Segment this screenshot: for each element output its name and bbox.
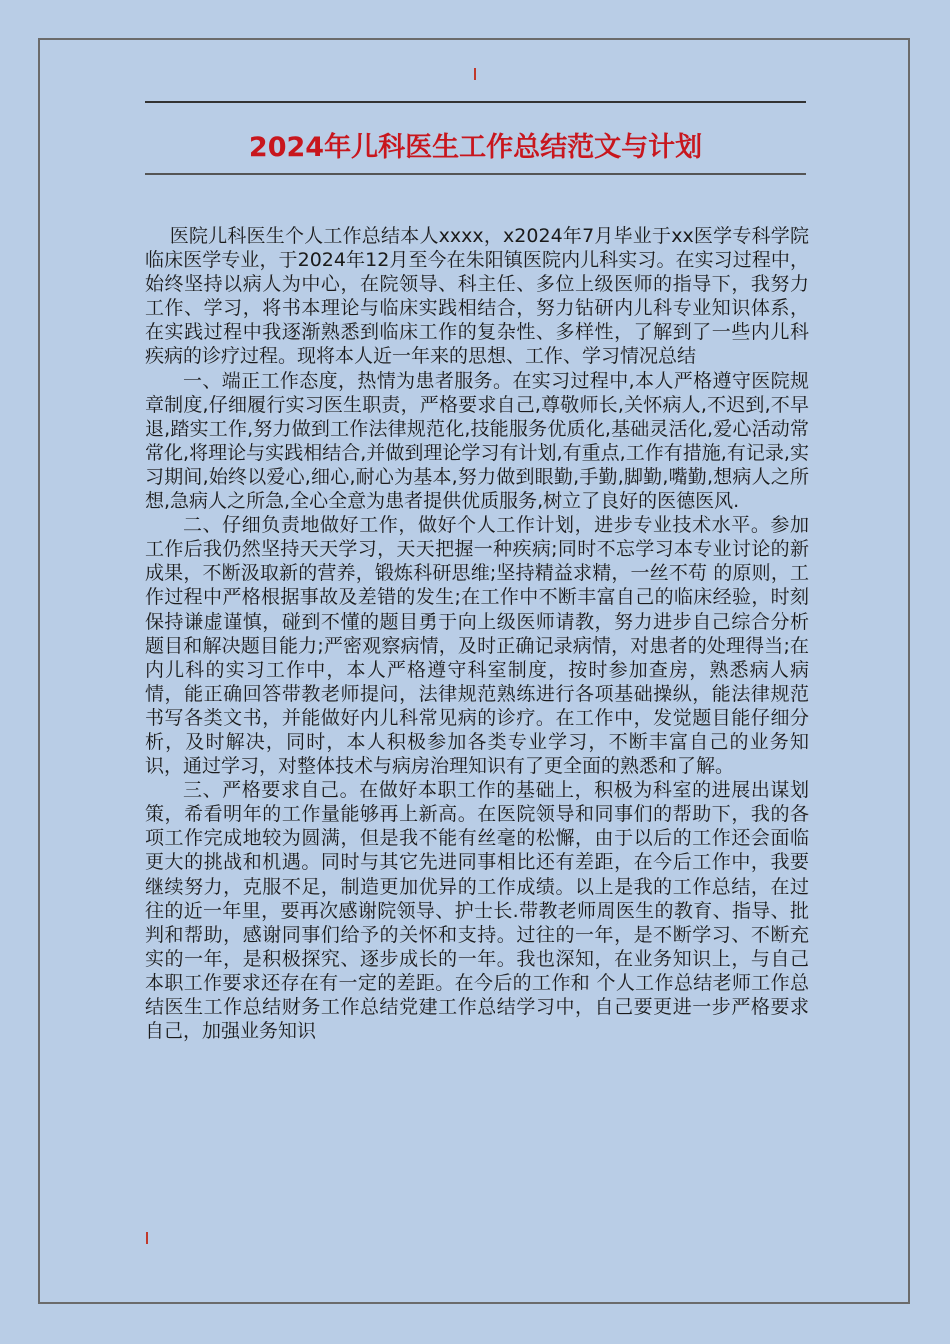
paragraph-section-3: 三、严格要求自己。在做好本职工作的基础上，积极为科室的进展出谋划策，希看明年的工作量能够再上新高。在医院领导和同事们的帮助下，我的各项工作完成地较为圆满，但是我不能有丝毫的松懈，由于以后的工作还会面临更大的挑战和机遇。同时与其它先进同事相比还有差距，在今后工作中，我要继续努力，克服不足，制造更加优异的工作成绩。以上是我的工作总结，在过往的近一年里，要再次感谢院领导、护士长.带教老师周医生的教育、指导、批判和帮助，感谢同事们给予的关怀和支持。过往的一年，是不断学习、不断充实的一年，是积极探究、逐步成长的一年。我也深知，在业务知识上，与自己本职工作要求还存在有一定的差距。在今后的工作和 个人工作总结老师工作总结医生工作总结财务工作总结党建工作总结学习中，自己要更进一步严格要求自己，加强业务知识 <box>145 779 809 1043</box>
paragraph-intro: 医院儿科医生个人工作总结本人xxxx，x2024年7月毕业于xx医学专科学院临床医学专业，于2024年12月至今在朱阳镇医院内儿科实习。在实习过程中，始终坚持以病人为中心，在院领导、科主任、多位上级医师的指导下，我努力工作、学习，将书本理论与临床实践相结合，努力钻研内儿科专业知识体系，在实践过程中我逐渐熟悉到临床工作的复杂性、多样性，了解到了一些内儿科疾病的诊疗过程。现将本人近一年来的思想、工作、学习情况总结 <box>145 225 809 368</box>
header-rule <box>145 101 806 103</box>
document-title: 2024年儿科医生工作总结范文与计划 <box>248 132 703 163</box>
document-body <box>145 224 809 1043</box>
footer-cursor-mark <box>146 1232 148 1244</box>
paragraph-section-1: 一、端正工作态度，热情为患者服务。在实习过程中,本人严格遵守医院规章制度,仔细履行实习医生职责，严格要求自己,尊敬师长,关怀病人,不迟到,不早退,踏实工作,努力做到工作法律规范化,技能服务优质化,基础灵活化,爱心活动常常化,将理论与实践相结合,并做到理论学习有计划,有重点,工作有措施,有记录,实习期间,始终以爱心,细心,耐心为基本,努力做到眼勤,手勤,脚勤,嘴勤,想病人之所想,急病人之所急,全心全意为患者提供优质服务,树立了良好的医德医风. <box>145 369 809 513</box>
title-rule <box>145 173 806 175</box>
header-cursor-mark <box>474 68 476 80</box>
paragraph-section-2: 二、仔细负责地做好工作，做好个人工作计划，进步专业技术水平。参加工作后我仍然坚持天天学习，天天把握一种疾病;同时不忘学习本专业讨论的新成果，不断汲取新的营养，锻炼科研思维;坚持精益求精，一丝不苟 的原则，工作过程中严格根据事故及差错的发生;在工作中不断丰富自己的临床经验，时刻保持谦虚谨慎，碰到不懂的题目勇于向上级医师请教，努力进步自己综合分析题目和解决题目能力;严密观察病情，及时正确记录病情，对患者的处理得当;在内儿科的实习工作中，本人严格遵守科室制度，按时参加查房，熟悉病人病情，能正确回答带教老师提问，法律规范熟练进行各项基础操纵，能法律规范书写各类文书，并能做好内儿科常见病的诊疗。在工作中，发觉题目能仔细分析，及时解决，同时，本人积极参加各类专业学习，不断丰富自己的业务知识，通过学习，对整体技术与病房治理知识有了更全面的熟悉和了解。 <box>145 514 809 778</box>
